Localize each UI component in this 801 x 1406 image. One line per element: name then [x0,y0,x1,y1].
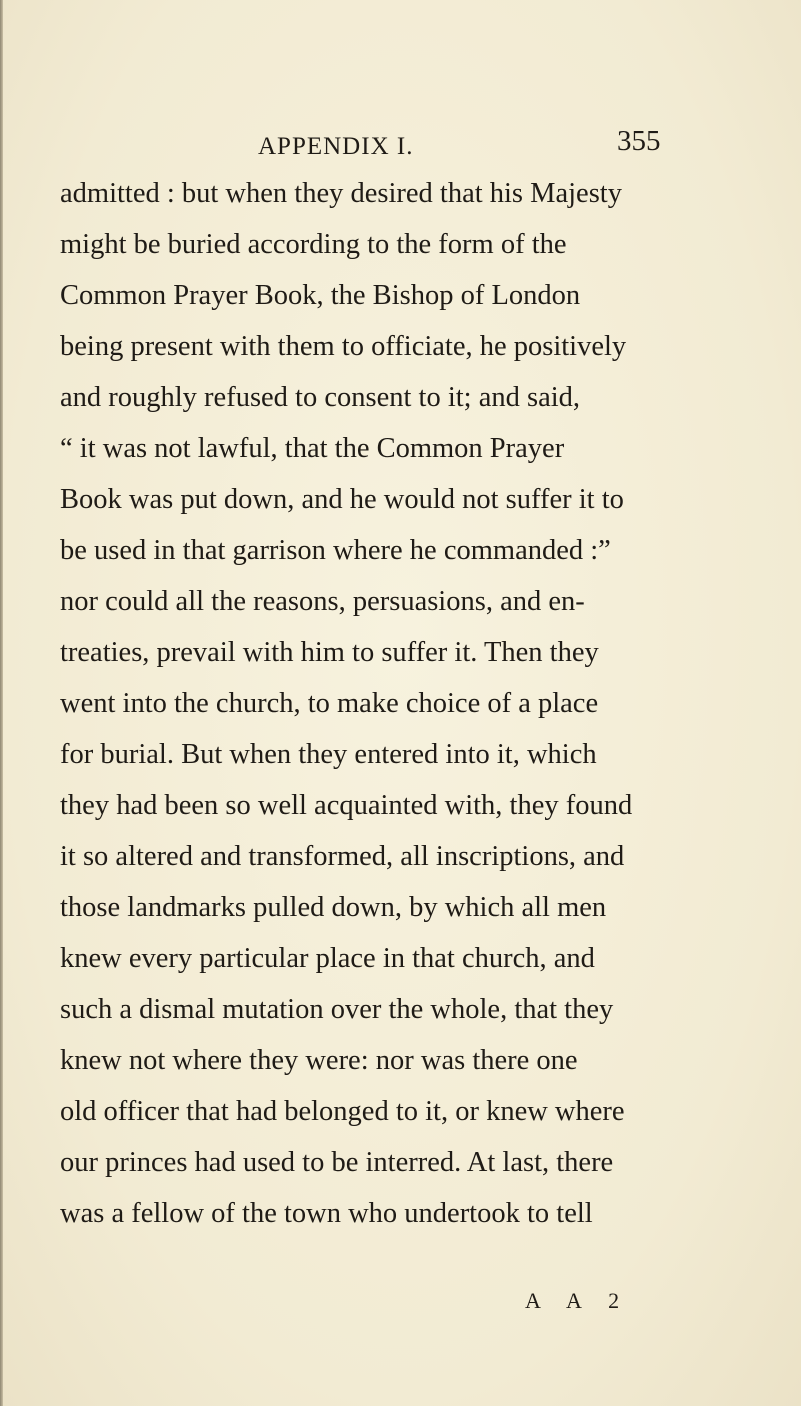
text-line-17: such a dismal mutation over the whole, that they [60,994,614,1025]
printer-signature-mark: A A 2 [525,1288,631,1313]
text-line-19: old officer that had belonged to it, or knew where [60,1096,625,1127]
text-line-18: knew not where they were: nor was there one [60,1045,578,1076]
text-line-14: it so altered and transformed, all inscriptions, and [60,841,625,872]
text-line-13: they had been so well acquainted with, they found [60,790,633,821]
text-line-20: our princes had used to be interred. At last, there [60,1147,614,1178]
text-line-7: Book was put down, and he would not suffer it to [60,484,624,515]
text-line-1: admitted : but when they desired that his Majesty [60,178,622,209]
text-line-8: be used in that garrison where he commanded :” [60,535,611,566]
running-head: APPENDIX I. [258,133,414,160]
page-edge-shadow [0,0,3,1406]
text-line-4: being present with them to officiate, he positively [60,331,627,362]
text-line-21: was a fellow of the town who undertook to tell [60,1198,593,1229]
text-line-6: “ it was not lawful, that the Common Prayer [60,433,565,464]
text-line-5: and roughly refused to consent to it; and said, [60,382,581,413]
text-line-11: went into the church, to make choice of a place [60,688,599,719]
page-number: 355 [617,125,661,157]
text-line-9: nor could all the reasons, persuasions, and en- [60,586,585,617]
text-line-16: knew every particular place in that church, and [60,943,595,974]
text-line-15: those landmarks pulled down, by which all men [60,892,607,923]
text-line-3: Common Prayer Book, the Bishop of London [60,280,581,311]
text-line-12: for burial. But when they entered into it, which [60,739,597,770]
text-line-2: might be buried according to the form of the [60,229,567,260]
text-line-10: treaties, prevail with him to suffer it. Then they [60,637,599,668]
